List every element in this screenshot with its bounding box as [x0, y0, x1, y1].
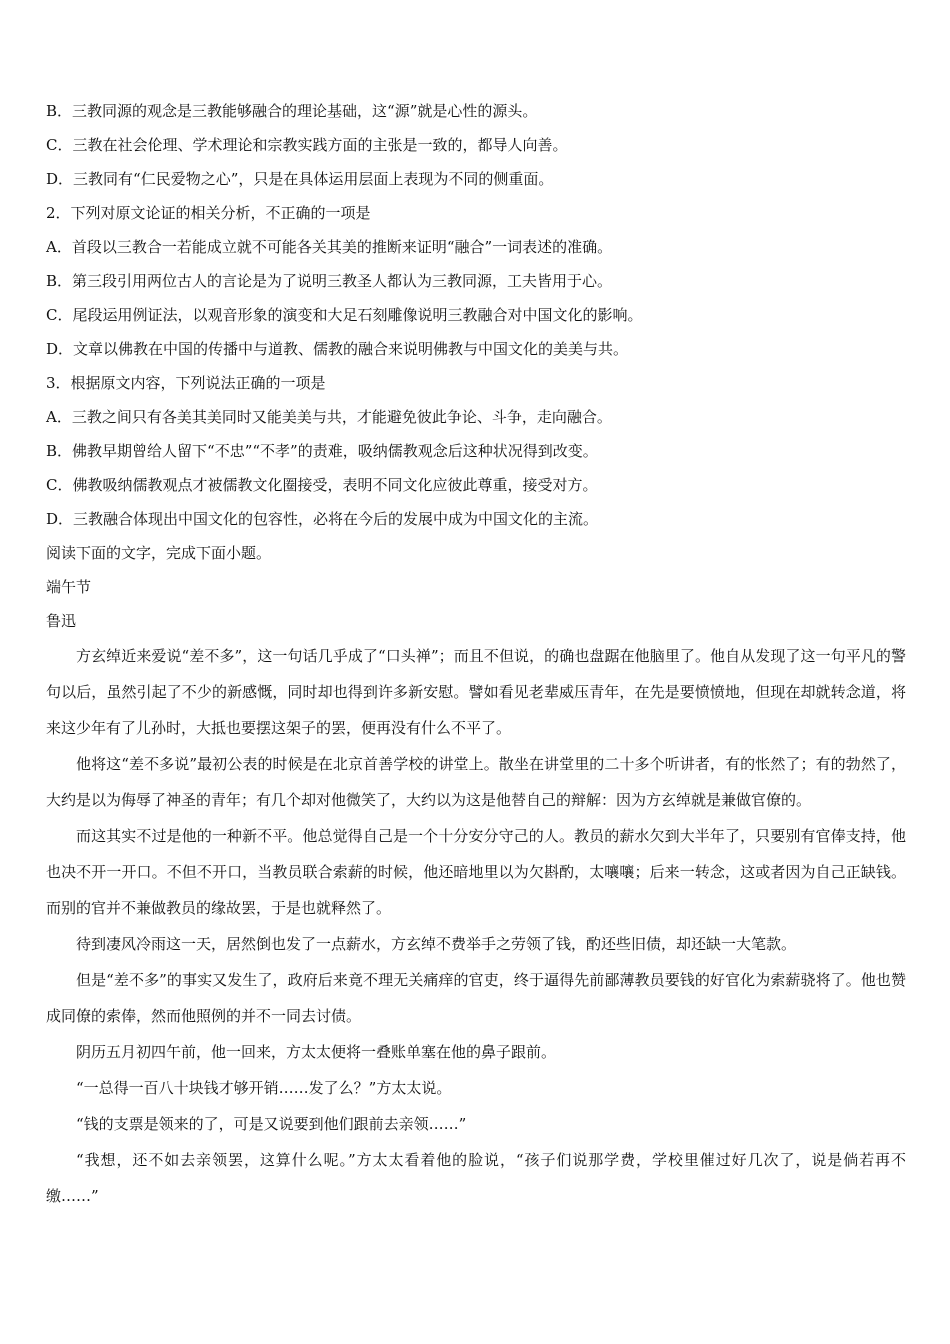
q2-option-d: D．文章以佛教在中国的传播中与道教、儒教的融合来说明佛教与中国文化的美美与共。: [46, 340, 629, 358]
story-paragraph: 而这其实不过是他的一种新不平。他总觉得自己是一个十分安分守己的人。教员的薪水欠到大半年了，只要别有官俸支持，他也决不开一开口。不但不开口，当教员联合索薪的时候，他还暗地里以为欠斟酌，太嚷嚷；后来一转念，这或者因为自己正缺钱。而别的官并不兼做教员的缘故罢，于是也就释然了。: [46, 827, 906, 917]
story-paragraph: “我想，还不如去亲领罢，这算什么呢。”方太太看着他的脸说，“孩子们说那学费，学校里催过好几次了，说是倘若再不缴……”: [46, 1151, 906, 1205]
q2-stem: 2．下列对原文论证的相关分析，不正确的一项是: [46, 204, 371, 222]
q2-option-b: B．第三段引用两位古人的言论是为了说明三教圣人都认为三教同源，工夫皆用于心。: [46, 272, 613, 290]
q1-option-d: D．三教同有“仁民爱物之心”，只是在具体运用层面上表现为不同的侧重面。: [46, 170, 554, 188]
q1-option-c: C．三教在社会伦理、学术理论和宗教实践方面的主张是一致的，都导人向善。: [46, 136, 568, 154]
q3-option-b: B．佛教早期曾给人留下“不忠”“不孝”的责难，吸纳儒教观念后这种状况得到改变。: [46, 442, 598, 460]
story-paragraph: “钱的支票是领来的了，可是又说要到他们跟前去亲领……”: [76, 1115, 467, 1133]
story-paragraph: 方玄绰近来爱说“差不多”，这一句话几乎成了“口头禅”；而且不但说，的确也盘踞在他脑里了。他自从发现了这一句平凡的警句以后，虽然引起了不少的新感慨，同时却也得到许多新安慰。譬如看见老辈威压青年，在先是要愤愤地，但现在却就转念道，将来这少年有了儿孙时，大抵也要摆这架子的罢，便再没有什么不平了。: [46, 647, 906, 737]
story-paragraph: 但是“差不多”的事实又发生了，政府后来竟不理无关痛痒的官吏，终于逼得先前鄙薄教员要钱的好官化为索薪骁将了。他也赞成同僚的索俸，然而他照例的并不一同去讨债。: [46, 971, 906, 1025]
q1-option-b: B．三教同源的观念是三教能够融合的理论基础，这“源”就是心性的源头。: [46, 102, 538, 120]
story-title: 端午节: [46, 578, 92, 596]
q3-stem: 3．根据原文内容，下列说法正确的一项是: [46, 374, 326, 392]
q3-option-a: A．三教之间只有各美其美同时又能美美与共，才能避免彼此争论、斗争，走向融合。: [46, 408, 612, 426]
reading-instruction: 阅读下面的文字，完成下面小题。: [46, 544, 272, 562]
q3-option-c: C．佛教吸纳儒教观点才被儒教文化圈接受，表明不同文化应彼此尊重，接受对方。: [46, 476, 598, 494]
q3-option-d: D．三教融合体现出中国文化的包容性，必将在今后的发展中成为中国文化的主流。: [46, 510, 599, 528]
story-paragraph: 阴历五月初四午前，他一回来，方太太便将一叠账单塞在他的鼻子跟前。: [76, 1043, 557, 1061]
story-paragraph: 他将这“差不多说”最初公表的时候是在北京首善学校的讲堂上。散坐在讲堂里的二十多个听讲者，有的怅然了；有的勃然了，大约是以为侮辱了神圣的青年；有几个却对他微笑了，大约以为这是他替自己的辩解：因为方玄绰就是兼做官僚的。: [46, 755, 906, 809]
story-paragraph: “一总得一百八十块钱才够开销……发了么？”方太太说。: [76, 1079, 452, 1097]
q2-option-c: C．尾段运用例证法，以观音形象的演变和大足石刻雕像说明三教融合对中国文化的影响。: [46, 306, 643, 324]
story-author: 鲁迅: [46, 612, 77, 630]
story-paragraph: 待到凄风冷雨这一天，居然倒也发了一点薪水，方玄绰不费举手之劳领了钱，酌还些旧债，却还缺一大笔款。: [76, 935, 797, 953]
q2-option-a: A．首段以三教合一若能成立就不可能各关其美的推断来证明“融合”一词表述的准确。: [46, 238, 613, 256]
document-page: [46, 94, 906, 1214]
